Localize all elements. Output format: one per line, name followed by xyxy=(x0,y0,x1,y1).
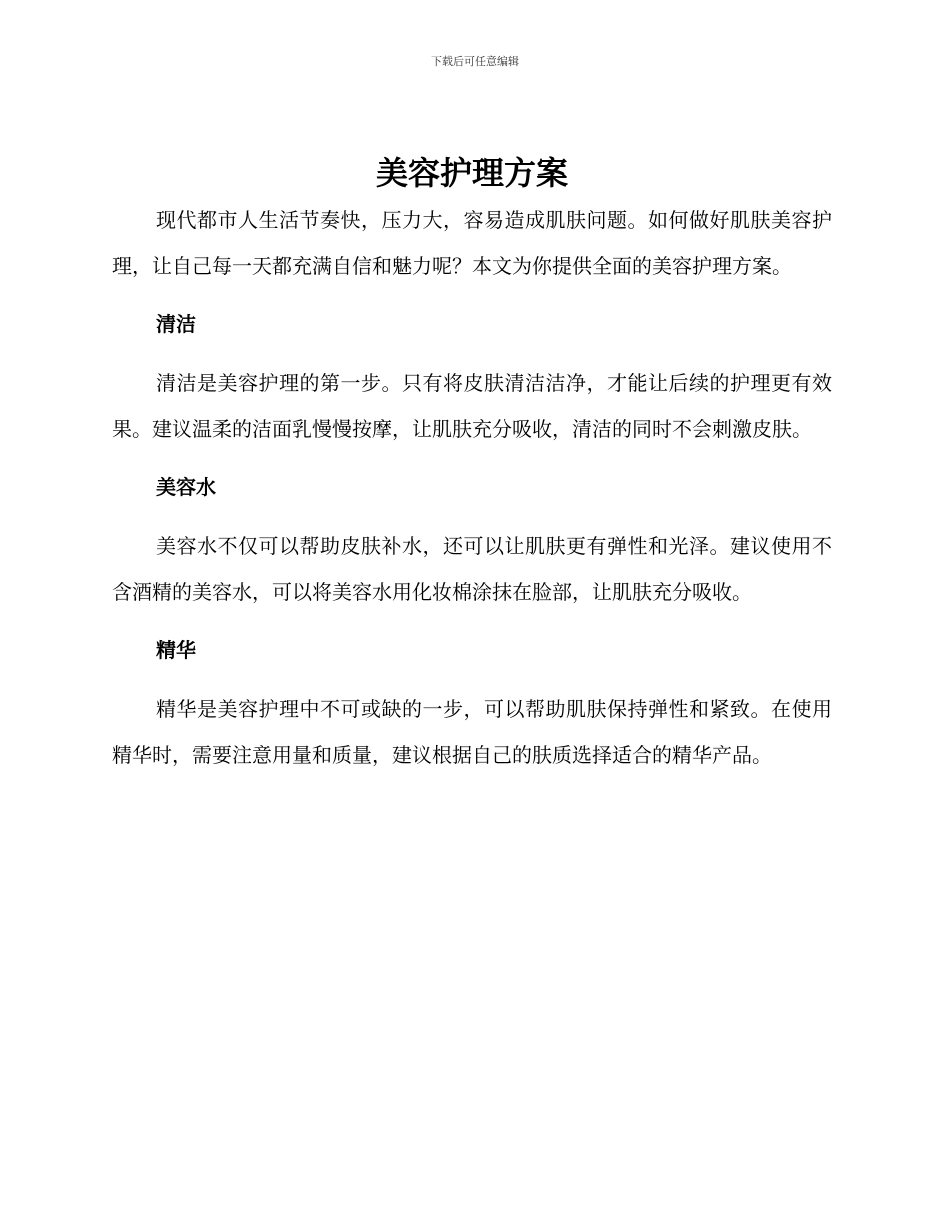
section-heading-serum: 精华 xyxy=(156,638,196,662)
intro-paragraph: 现代都市人生活节奏快，压力大，容易造成肌肤问题。如何做好肌肤美容护理，让自己每一天都充满自信和魅力呢？本文为你提供全面的美容护理方案。 xyxy=(112,208,832,278)
section-body-cleansing: 清洁是美容护理的第一步。只有将皮肤清洁洁净，才能让后续的护理更有效果。建议温柔的洁面乳慢慢按摩，让肌肤充分吸收，清洁的同时不会刺激皮肤。 xyxy=(112,371,832,441)
document-body xyxy=(112,148,832,778)
section-heading-toner: 美容水 xyxy=(156,475,216,499)
document-title: 美容护理方案 xyxy=(375,154,568,192)
section-body-serum: 精华是美容护理中不可或缺的一步，可以帮助肌肤保持弹性和紧致。在使用精华时，需要注意用量和质量，建议根据自己的肤质选择适合的精华产品。 xyxy=(112,697,832,767)
header-note: 下载后可任意编辑 xyxy=(431,55,519,68)
section-heading-cleansing: 清洁 xyxy=(156,312,196,336)
section-body-toner: 美容水不仅可以帮助皮肤补水，还可以让肌肤更有弹性和光泽。建议使用不含酒精的美容水，可以将美容水用化妆棉涂抹在脸部，让肌肤充分吸收。 xyxy=(112,534,832,604)
